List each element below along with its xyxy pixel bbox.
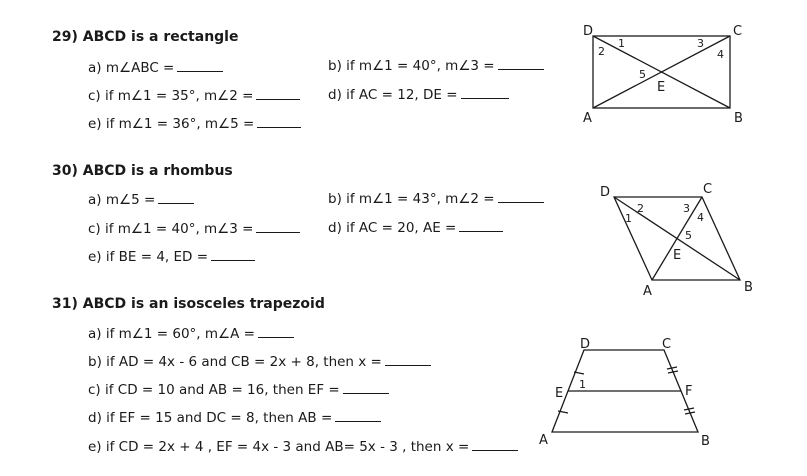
problem-29a-text: a) m∠ABC =	[88, 60, 175, 76]
angle-label-5: 5	[639, 68, 646, 81]
rectangle-figure	[593, 36, 730, 108]
label-d: D	[580, 337, 591, 352]
diagonal-ac	[652, 197, 702, 280]
problem-30d-text: d) if AC = 20, AE =	[328, 220, 457, 236]
label-c: C	[703, 182, 713, 197]
trapezoid-figure	[552, 350, 698, 432]
problem-29e-text: e) if m∠1 = 36°, m∠5 =	[88, 116, 255, 132]
problem-31e-text: e) if CD = 2x + 4 , EF = 4x - 3 and AB= 5x - 3 , then x =	[88, 439, 470, 455]
angle-label-3: 3	[683, 202, 690, 215]
label-a: A	[539, 433, 548, 448]
problem-30-heading: 30) ABCD is a rhombus	[52, 163, 233, 179]
problem-31a-text: a) if m∠1 = 60°, m∠A =	[88, 326, 255, 342]
problem-31-heading: 31) ABCD is an isosceles trapezoid	[52, 296, 325, 312]
problem-30a-text: a) m∠5 =	[88, 192, 156, 208]
label-d: D	[583, 24, 594, 39]
angle-label-4: 4	[717, 48, 724, 61]
label-a: A	[643, 284, 652, 299]
rhombus-figure	[614, 197, 740, 280]
label-e: E	[555, 386, 564, 401]
problem-29d-text: d) if AC = 12, DE =	[328, 87, 458, 103]
problem-30c-text: c) if m∠1 = 40°, m∠3 =	[88, 221, 254, 237]
problem-30b-text: b) if m∠1 = 43°, m∠2 =	[328, 191, 495, 207]
problem-31c-text: c) if CD = 10 and AB = 16, then EF =	[88, 382, 340, 398]
label-b: B	[734, 111, 743, 126]
angle-label-1: 1	[618, 37, 625, 50]
label-b: B	[744, 280, 753, 295]
angle-label-3: 3	[697, 37, 704, 50]
angle-label-1: 1	[579, 378, 586, 391]
problem-30e-text: e) if BE = 4, ED =	[88, 249, 209, 265]
label-b: B	[701, 434, 710, 449]
label-c: C	[662, 337, 672, 352]
problem-29c-text: c) if m∠1 = 35°, m∠2 =	[88, 88, 254, 104]
label-e: E	[673, 248, 682, 263]
problem-31b-text: b) if AD = 4x - 6 and CB = 2x + 8, then x =	[88, 354, 382, 370]
label-f: F	[685, 384, 693, 399]
angle-label-5: 5	[685, 229, 692, 242]
angle-label-1: 1	[625, 212, 632, 225]
label-a: A	[583, 111, 592, 126]
problem-31d-text: d) if EF = 15 and DC = 8, then AB =	[88, 410, 333, 426]
problem-29b-text: b) if m∠1 = 40°, m∠3 =	[328, 58, 495, 74]
angle-label-4: 4	[697, 211, 704, 224]
angle-label-2: 2	[637, 202, 644, 215]
label-d: D	[600, 185, 611, 200]
label-c: C	[733, 24, 743, 39]
angle-label-2: 2	[598, 45, 605, 58]
label-e: E	[657, 80, 666, 95]
problem-29-heading: 29) ABCD is a rectangle	[52, 29, 239, 45]
